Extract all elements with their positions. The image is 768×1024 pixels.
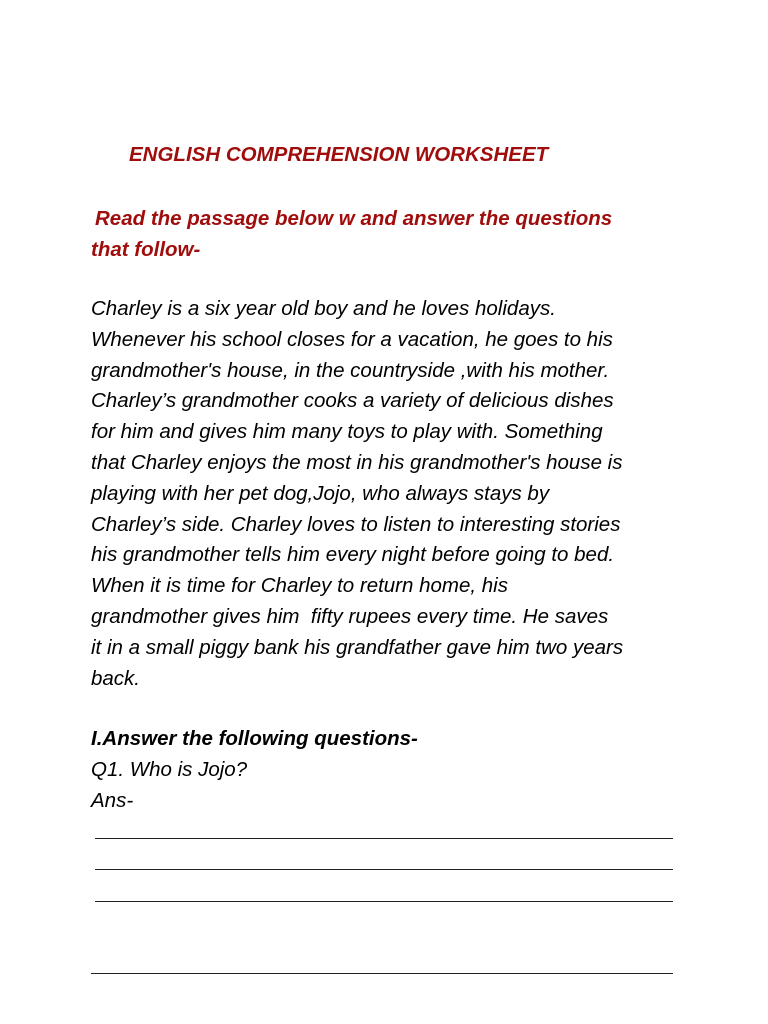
answer-line: [95, 838, 673, 839]
passage-line: Whenever his school closes for a vacation, he goes to his: [91, 327, 613, 351]
answer-label: Ans-: [91, 789, 134, 812]
answer-line: [95, 901, 673, 902]
questions-heading: I.Answer the following questions-: [91, 727, 418, 750]
passage-line: Charley is a six year old boy and he loves holidays.: [91, 297, 556, 320]
instruction-line: that follow-: [91, 238, 201, 261]
passage-line: his grandmother tells him every night before going to bed.: [91, 543, 615, 567]
passage-line: that Charley enjoys the most in his grandmother's house is: [91, 450, 623, 474]
passage-line: playing with her pet dog,Jojo, who always stays by: [91, 481, 550, 505]
passage-line: Charley’s side. Charley loves to listen to interesting stories: [91, 512, 621, 536]
answer-line: [95, 869, 673, 870]
answer-line: [91, 973, 673, 974]
worksheet-title: ENGLISH COMPREHENSION WORKSHEET: [129, 143, 549, 166]
question-1: Q1. Who is Jojo?: [91, 758, 248, 781]
passage-line: When it is time for Charley to return home, his: [91, 574, 508, 598]
instruction-line: Read the passage below w and answer the questions: [95, 207, 613, 230]
passage-line: it in a small piggy bank his grandfather gave him two years: [91, 635, 624, 659]
passage-line: Charley’s grandmother cooks a variety of delicious dishes: [91, 389, 614, 413]
passage-line: for him and gives him many toys to play with. Something: [91, 420, 603, 444]
passage-line: grandmother's house, in the countryside ,with his mother.: [91, 358, 610, 382]
reading-passage: [91, 294, 711, 694]
passage-line: back.: [91, 666, 140, 690]
passage-line: grandmother gives him fifty rupees every time. He saves: [91, 604, 609, 628]
instruction-text: [91, 203, 691, 265]
